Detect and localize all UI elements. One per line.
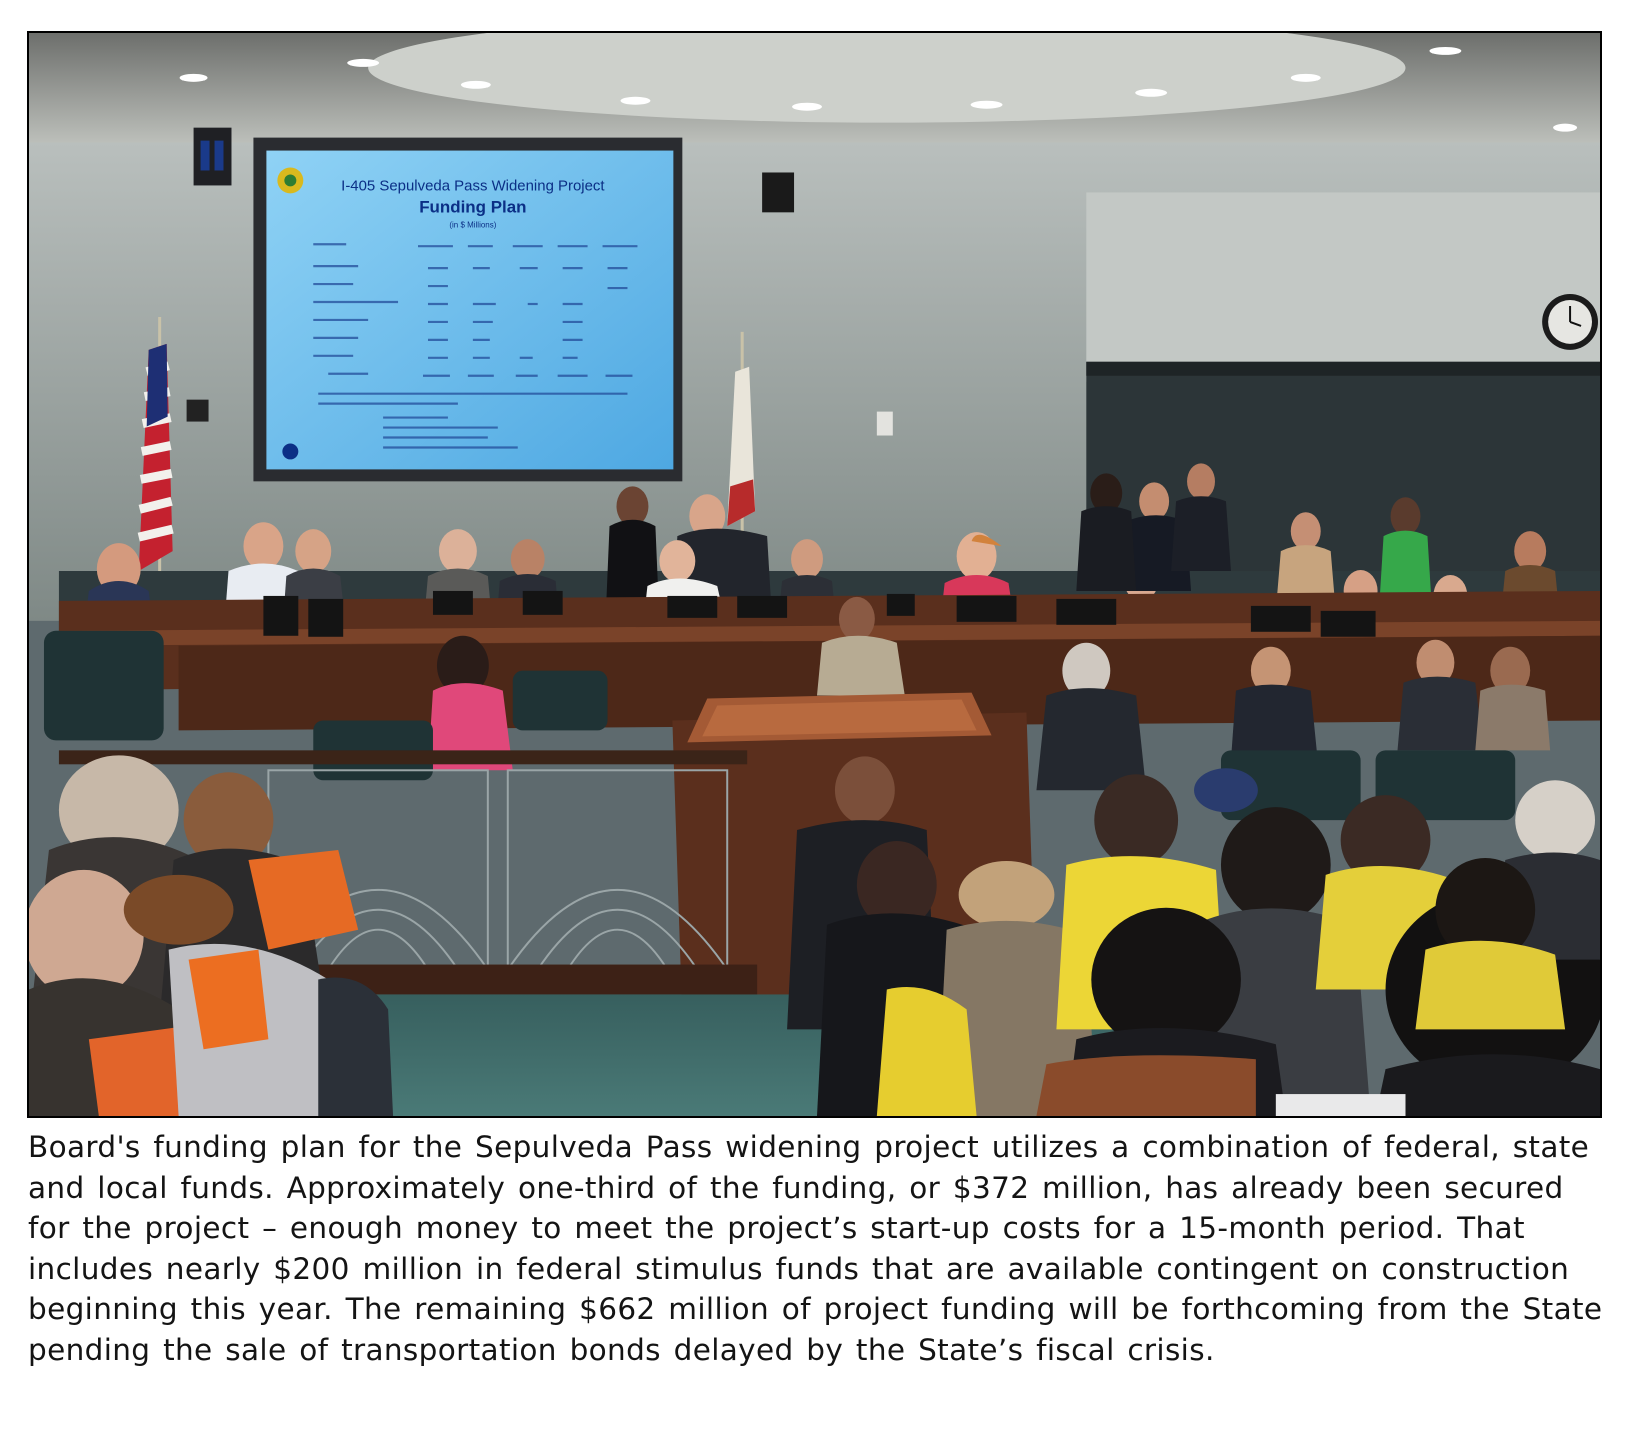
speaker-left [194,128,232,186]
slide-units: (in $ Millions) [449,220,497,230]
staff-member [817,636,905,696]
meeting-photo-illustration [29,33,1600,1116]
meeting-photo [27,31,1602,1118]
speaker-right [762,172,794,212]
wall-plate [877,412,893,436]
slide-title: I-405 Sepulveda Pass Widening Project [341,177,605,195]
right-wall [1086,192,1600,381]
hard-hat-icon [124,875,234,945]
wall-sign [187,400,209,422]
rail-top [59,750,747,764]
audience-left [29,755,393,1116]
slide-subtitle: Funding Plan [419,197,527,217]
slide-footer-logo-icon [282,443,298,459]
photo-caption: Board's funding plan for the Sepulveda Pass widening project utilizes a combination of federal, state and local funds. Approximately one-third of the funding, or $372 million, has already been secured for the project – enough money to meet the project’s start-up costs for a 15-month period. That includes nearly $200 million in federal stimulus funds that are available contingent on construction beginning this year. The remaining $662 million of project funding will be forthcoming from the State pending the sale of transportation bonds delayed by the State’s fiscal crisis. [28,1130,1603,1367]
